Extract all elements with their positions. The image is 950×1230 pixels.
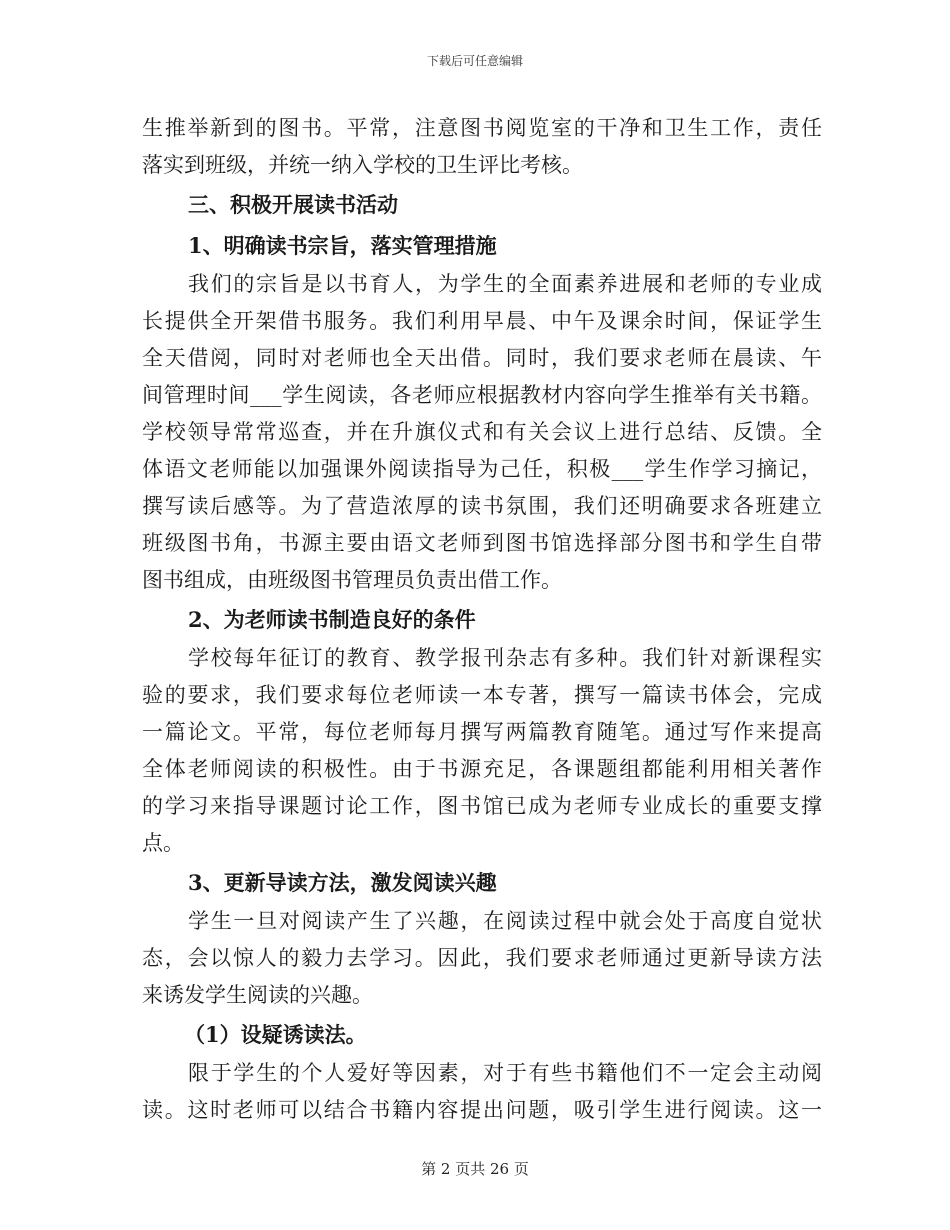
subsection-heading: 3、更新导读方法，激发阅读兴趣 — [188, 870, 497, 895]
body-line: 间管理时间___学生阅读，各老师应根据教材内容向学生推举有关书籍。 — [142, 383, 822, 407]
item-heading: （1）设疑诱读法。 — [184, 1022, 367, 1047]
body-line: 落实到班级，并统一纳入学校的卫生评比考核。 — [142, 153, 583, 177]
body-line: 生推举新到的图书。平常，注意图书阅览室的干净和卫生工作，责任 — [142, 116, 822, 140]
body-line: 态，会以惊人的毅力去学习。因此，我们要求老师通过更新导读方法 — [142, 946, 822, 970]
body-line: 长提供全开架借书服务。我们利用早晨、中午及课余时间，保证学生 — [142, 309, 822, 333]
paragraph-first-line: 学生一旦对阅读产生了兴趣，在阅读过程中就会处于高度自觉状 — [188, 909, 822, 933]
body-line: 来诱发学生阅读的兴趣。 — [142, 983, 373, 1007]
body-line: 读。这时老师可以结合书籍内容提出问题，吸引学生进行阅读。这一 — [142, 1098, 822, 1122]
body-line: 班级图书角，书源主要由语文老师到图书馆选择部分图书和学生自带 — [142, 531, 822, 555]
body-line: 全天借阅，同时对老师也全天出借。同时，我们要求老师在晨读、午 — [142, 346, 822, 370]
subsection-heading: 2、为老师读书制造良好的条件 — [188, 607, 476, 632]
paragraph-first-line: 限于学生的个人爱好等因素，对于有些书籍他们不一定会主动阅 — [188, 1061, 822, 1085]
body-line: 点。 — [142, 831, 184, 855]
body-line: 一篇论文。平常，每位老师每月撰写两篇教育随笔。通过写作来提高 — [142, 720, 822, 744]
page-footer: 第 2 页共 26 页 — [421, 1160, 529, 1178]
body-line: 学校领导常常巡查，并在升旗仪式和有关会议上进行总结、反馈。全 — [142, 420, 822, 444]
document-body — [142, 110, 822, 1129]
body-line: 撰写读后感等。为了营造浓厚的读书氛围，我们还明确要求各班建立 — [142, 494, 822, 518]
paragraph-first-line: 我们的宗旨是以书育人，为学生的全面素养进展和老师的专业成 — [188, 272, 822, 296]
section-heading: 三、积极开展读书活动 — [188, 192, 398, 217]
body-line: 全体老师阅读的积极性。由于书源充足，各课题组都能利用相关著作 — [142, 757, 822, 781]
page-header: 下载后可任意编辑 — [426, 54, 523, 68]
body-line: 验的要求，我们要求每位老师读一本专著，撰写一篇读书体会，完成 — [142, 683, 822, 707]
subsection-heading: 1、明确读书宗旨，落实管理措施 — [188, 233, 497, 258]
body-line: 的学习来指导课题讨论工作，图书馆已成为老师专业成长的重要支撑 — [142, 794, 822, 818]
body-line: 体语文老师能以加强课外阅读指导为己任，积极___学生作学习摘记， — [142, 457, 822, 481]
body-line: 图书组成，由班级图书管理员负责出借工作。 — [142, 568, 562, 592]
paragraph-first-line: 学校每年征订的教育、教学报刊杂志有多种。我们针对新课程实 — [188, 646, 822, 670]
